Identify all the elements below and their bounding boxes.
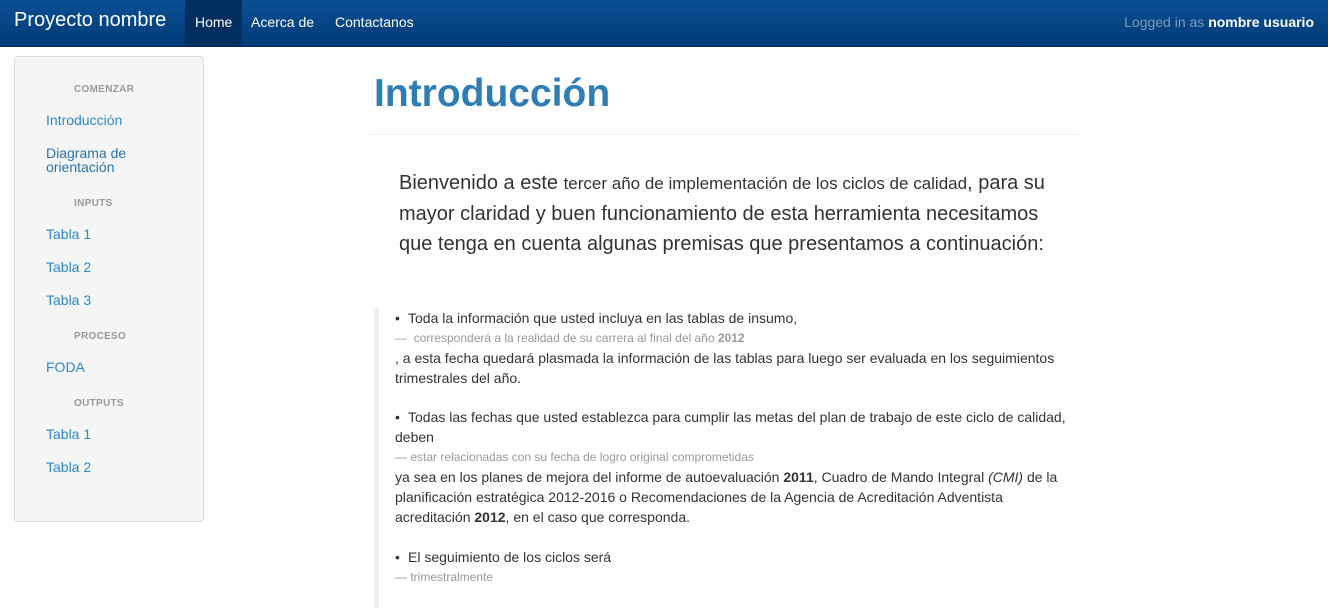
premise-item-3 <box>395 547 1079 587</box>
premise-2-after-a: ya sea en los planes de mejora del informe de autoevaluación <box>395 469 784 485</box>
premise-2-year-b: 2012 <box>474 509 506 525</box>
sidebar-item-inputs-tabla-2[interactable]: Tabla 2 <box>46 259 92 275</box>
premise-2-year-a: 2011 <box>783 469 814 485</box>
sidebar-item-foda[interactable]: FODA <box>46 359 85 375</box>
premise-item-2 <box>395 407 1079 527</box>
premise-1-source-year: 2012 <box>717 331 745 345</box>
premise-1-after: , a esta fecha quedará plasmada la información de las tablas para luego ser evaluada en los seguimientos trimestrales del año. <box>395 350 1055 386</box>
sidebar-header-inputs: INPUTS <box>74 198 113 209</box>
logged-in-status <box>1124 0 1314 44</box>
sidebar-item-inputs-tabla-1[interactable]: Tabla 1 <box>46 226 92 242</box>
sidebar-item-outputs-tabla-2[interactable]: Tabla 2 <box>46 459 92 475</box>
premise-3-source: — trimestralmente <box>395 570 494 584</box>
sidebar-item-introduccion[interactable]: Introducción <box>46 112 123 128</box>
premise-2-after-c: de la planificación estratégica 2012-2016 o Recomendaciones de la Agencia de Acreditación Adventista acreditación <box>395 469 1058 525</box>
sidebar-item-diagrama-line2: orientación <box>46 159 115 175</box>
bullet-icon: • <box>395 409 400 425</box>
sidebar-header-outputs: OUTPUTS <box>74 398 124 409</box>
top-navbar <box>0 0 1328 47</box>
premise-2-after-b: , Cuadro de Mando Integral <box>813 469 989 485</box>
nav-home[interactable]: Home <box>185 0 242 46</box>
premise-2-source-text: estar relacionadas con su fecha de logro original comprometidas <box>410 450 754 464</box>
lead-text-2: tercer año de implementación de los ciclos de calidad <box>563 174 968 193</box>
sidebar-item-outputs-tabla-1[interactable]: Tabla 1 <box>46 426 92 442</box>
sidebar-item-diagrama-line1: Diagrama de <box>46 145 127 161</box>
lead-text-1: Bienvenido a este <box>399 172 564 194</box>
username-link[interactable]: nombre usuario <box>1208 14 1314 30</box>
title-divider <box>370 134 1078 135</box>
sidebar-item-diagrama[interactable] <box>46 146 126 174</box>
lead-paragraph <box>399 168 1074 259</box>
premise-1-source-text: corresponderá a la realidad de su carrera al final del año <box>413 331 718 345</box>
premise-3-text: El seguimiento de los ciclos será <box>408 549 612 565</box>
logged-in-label: Logged in as <box>1124 14 1205 30</box>
sidebar-item-inputs-tabla-3[interactable]: Tabla 3 <box>46 292 92 308</box>
nav-contactanos[interactable]: Contactanos <box>335 14 414 30</box>
premise-2-cmi: (CMI) <box>988 469 1024 485</box>
premise-1-source: — corresponderá a la realidad de su carrera al final del año 2012 <box>395 331 745 345</box>
sidebar-nav <box>14 56 204 522</box>
bullet-icon: • <box>395 310 400 326</box>
premises-blockquote <box>374 308 1074 608</box>
premise-2-after-d: , en el caso que corresponda. <box>505 509 691 525</box>
premise-item-1 <box>395 308 1079 388</box>
lead-text-3: , para su mayor claridad y buen funcionamiento de esta herramienta necesitamos que tenga en cuenta algunas premisas que presentamos a continuación: <box>399 172 1045 255</box>
premise-2-source: — estar relacionadas con su fecha de logro original comprometidas <box>395 450 754 464</box>
bullet-icon: • <box>395 549 400 565</box>
sidebar-header-proceso: PROCESO <box>74 331 127 342</box>
page-title: Introducción <box>374 72 611 115</box>
nav-acerca-de[interactable]: Acerca de <box>251 14 315 30</box>
brand-link[interactable]: Proyecto nombre <box>14 9 167 31</box>
premise-1-text: Toda la información que usted incluya en las tablas de insumo, <box>408 310 798 326</box>
premise-2-after <box>395 467 1079 527</box>
premise-2-text: Todas las fechas que usted establezca para cumplir las metas del plan de trabajo de este ciclo de calidad, deben <box>395 409 1066 445</box>
sidebar-header-comenzar: COMENZAR <box>74 84 135 95</box>
premise-3-source-text: trimestralmente <box>410 570 494 584</box>
